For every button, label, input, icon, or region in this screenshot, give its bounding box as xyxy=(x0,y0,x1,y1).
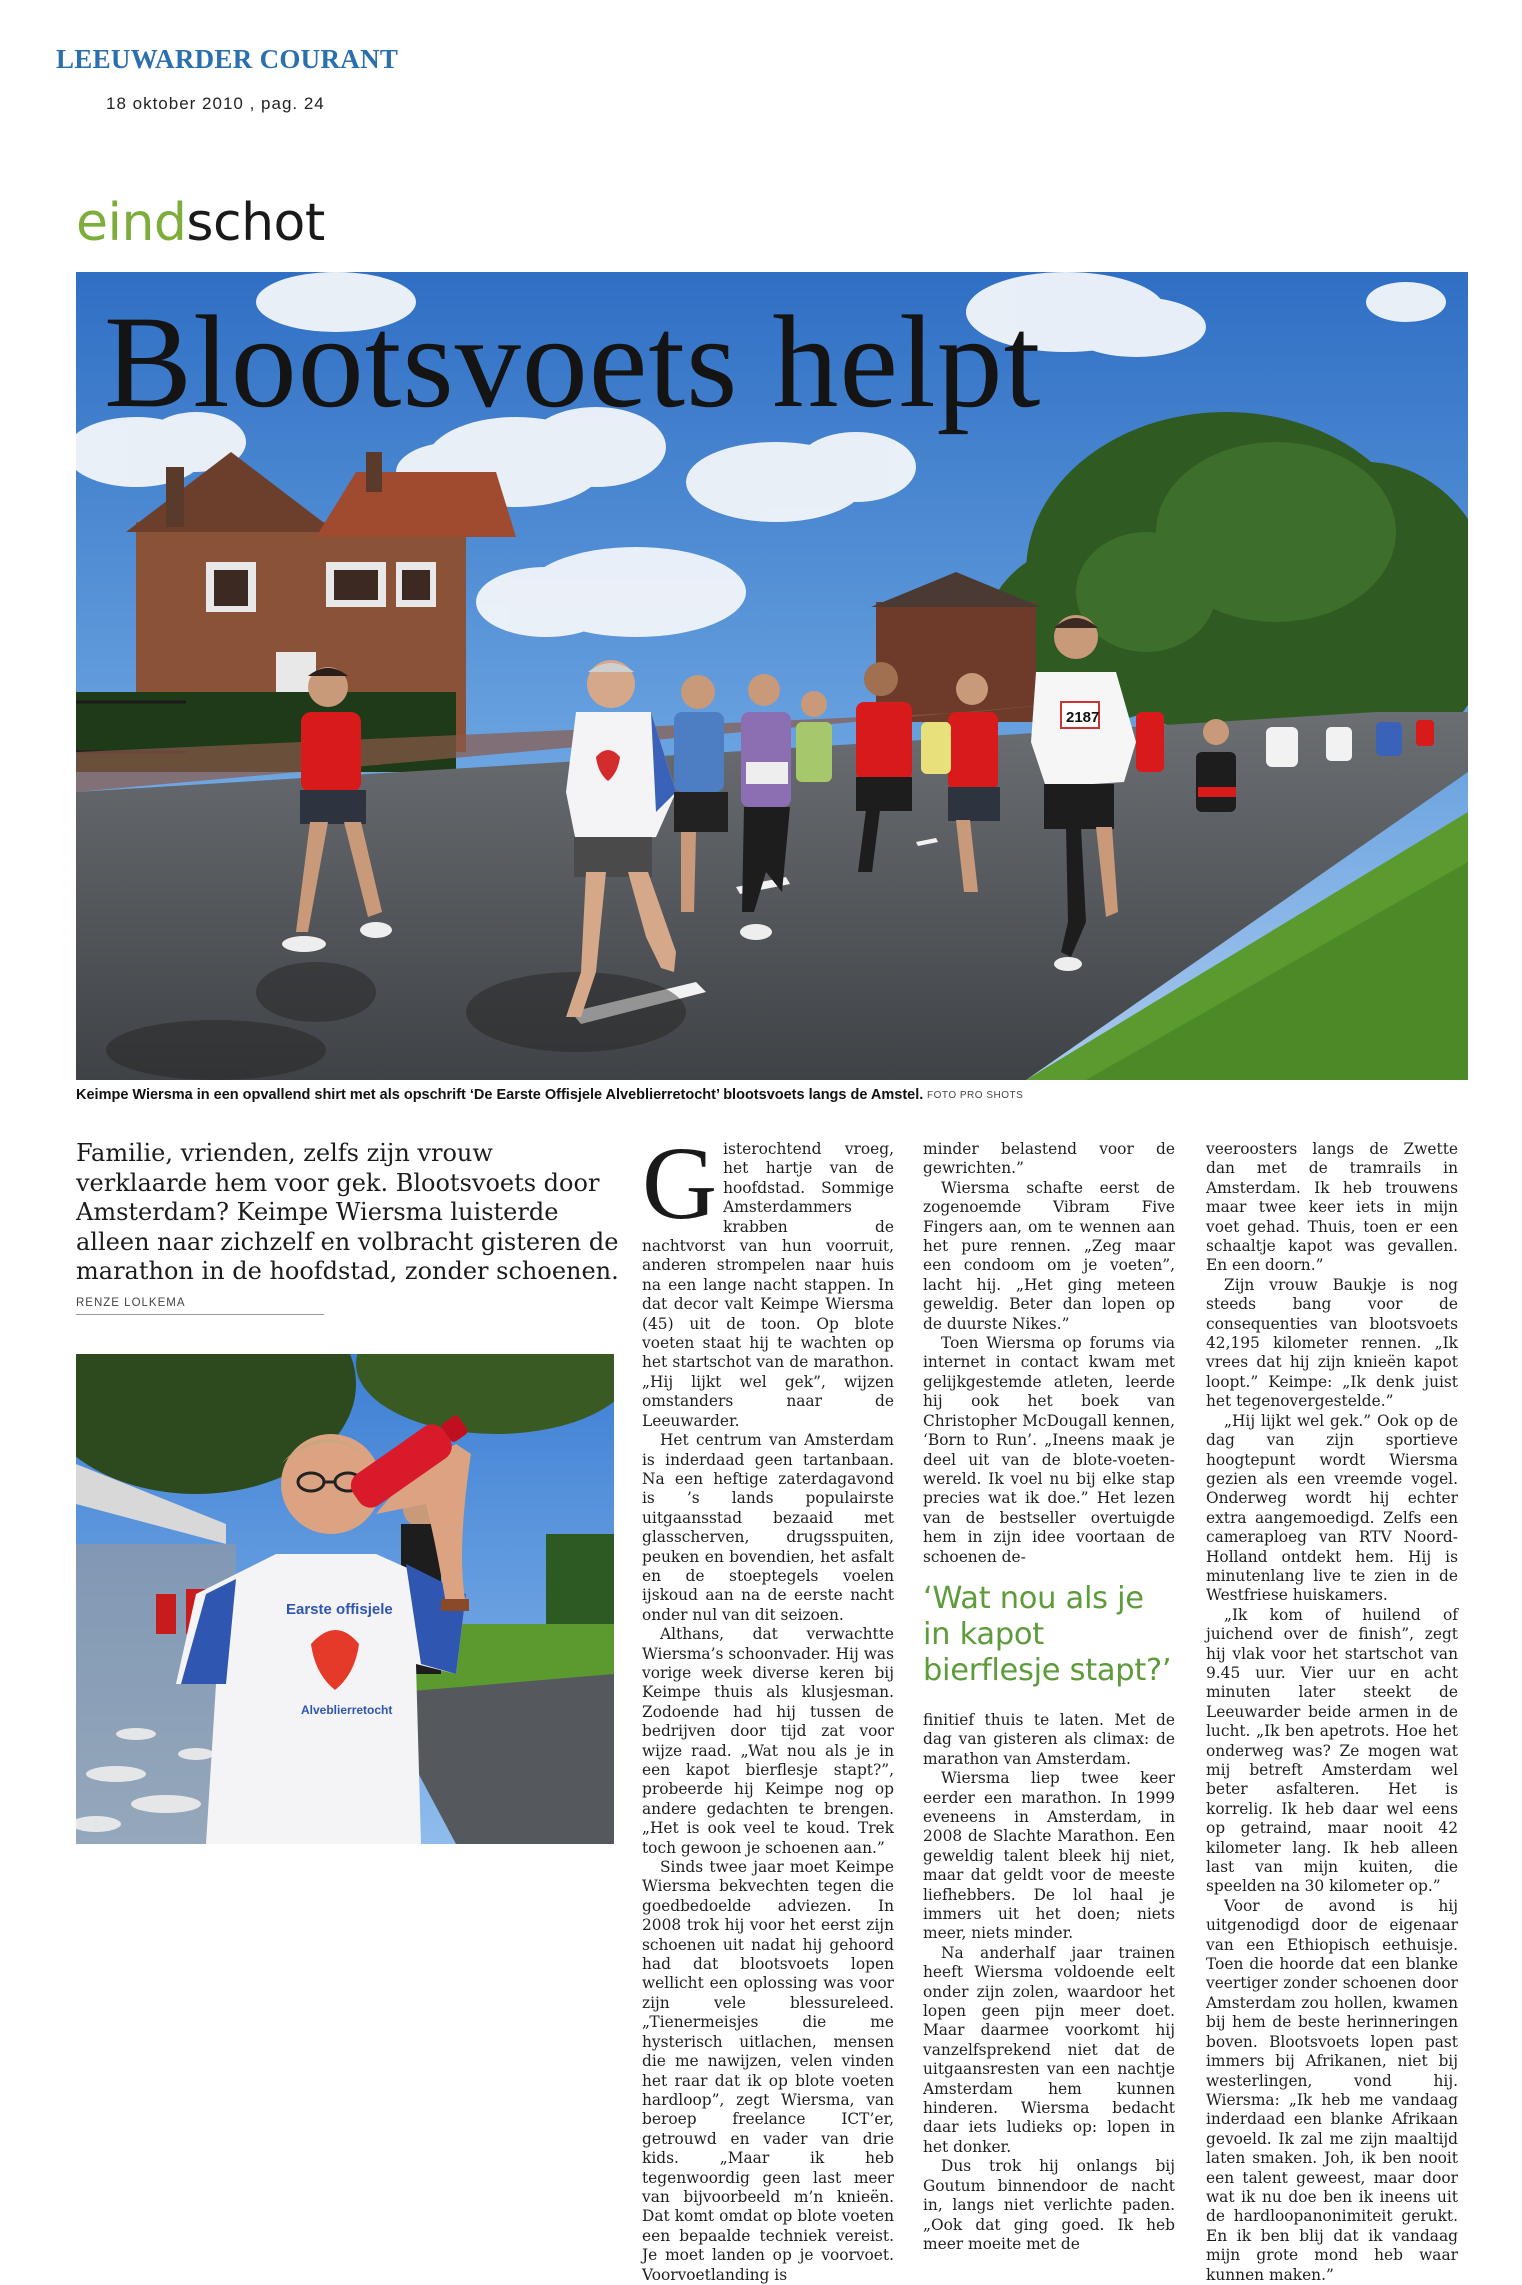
paragraph: Dus trok hij onlangs bij Goutum binnendoor de nacht in, langs niet verlichte paden. „Ook dat ging goed. Ik heb meer moeite met de xyxy=(923,2157,1175,2253)
paragraph: veeroosters langs de Zwette dan met de tramrails in Amsterdam. Ik heb trouwens maar twee keer iets in mijn voet gehad. Thuis, toen er een schaaltje kapot was gevallen. En een doorn.” xyxy=(1206,1140,1458,1275)
pull-quote: ‘Wat nou als je in kapot bierflesje stapt?’ xyxy=(923,1580,1172,1688)
photo-credit: FOTO PRO SHOTS xyxy=(927,1090,1024,1101)
bib-number: 2187 xyxy=(1066,709,1100,726)
paragraph: isterochtend vroeg, het hartje van de hoofdstad. Sommige Amsterdammers krabben de nachtvorst van hun voorruit, anderen strompelen naar huis na een lange nacht stappen. In dat decor valt Keimpe Wiersma (45) uit de toon. Op blote voeten staat hij te wachten op het startschot van de marathon. „Hij lijkt wel gek”, wijzen omstanders naar de Leeuwarder. xyxy=(642,1140,894,1430)
section-title xyxy=(76,193,325,253)
paragraph: Zijn vrouw Baukje is nog steeds bang voor de consequenties van blootsvoets 42,195 kilometer rennen. „Ik vrees dat hij zijn knieën kapot loopt.” Keimpe: „Ik denk juist het tegenovergestelde.” xyxy=(1206,1275,1458,1411)
author-byline: RENZE LOLKEMA xyxy=(76,1297,186,1309)
section-title-part1: eind xyxy=(76,193,187,253)
intro-text: Familie, vrienden, zelfs zijn vrouw verklaarde hem voor gek. Blootsvoets door Amsterdam? Keimpe Wiersma luisterde alleen naar zichzelf en volbracht gisteren de marathon in de hoofdstad, zonder schoenen. xyxy=(76,1139,619,1285)
paragraph: Het centrum van Amsterdam is inderdaad geen tartanbaan. Na een heftige zaterdagavond is ’s lands populairste uitgaansstad bezaaid met glasscherven, drugsspuiten, peuken en bovendien, het asfalt en de stoeptegels voelen ijskoud aan na de eerste nacht onder nul van dit seizoen. xyxy=(642,1431,894,1624)
paragraph: Wiersma liep twee keer eerder een marathon. In 1999 eveneens in Amsterdam, in 2008 de Slachte Marathon. Een geweldig talent bleek hij niet, maar dat geldt voor de meeste liefhebbers. De lol haal je immers uit het doen; niets meer, niets minder. xyxy=(923,1769,1175,1943)
paragraph: finitief thuis te laten. Met de dag van gisteren als climax: de marathon van Amsterdam. xyxy=(923,1710,1175,1768)
paragraph: Voor de avond is hij uitgenodigd door de eigenaar van een Ethiopisch eethuisje. Toen die hoorde dat een blanke veertiger zonder schoenen door Amsterdam zou hollen, kwamen bij hem de beste herinneringen boven. Blootsvoets lopen past immers bij Afrikanen, niet bij westerlingen, vond hij. Wiersma: „Ik heb me vandaag inderdaad een blanke Afrikaan gevoeld. Ik zal me zijn maaltijd laten smaken. Joh, ik ben nooit een talent geweest, maar door wat ik nu doe ben ik ineens uit de hardloopanonimiteit gerukt. En ik ben blij dat ik vandaag mijn grote mond heb waar kunnen maken.” xyxy=(1206,1896,1458,2284)
paragraph: Toen Wiersma op forums via internet in contact kwam met gelijkgestemde atleten, leerde hij ook het boek van Christopher McDougall kennen, ‘Born to Run’. „Ineens maak je deel uit van de blote-voeten-wereld. Ik voel nu bij elke stap precies wat ik doe.” Het lezen van de bestseller overtuigde hem in zijn idee voortaan de schoenen de- xyxy=(923,1334,1175,1566)
article-column-1 xyxy=(642,1126,894,2285)
article-column-2 xyxy=(923,1140,1175,2254)
paragraph: „Ik kom of huilend of juichend over de finish”, zegt hij vlak voor het startschot van 9.45 uur. Vier uur en acht minuten later steekt de Leeuwarder beide armen in de lucht. „Ik ben apetrots. Hoe het onderweg was? Ze mogen wat mij betreft Amsterdam wel beter asfalteren. Het is korrelig. Ik heb daar wel eens op getraind, maar nooit 42 kilometer lang. Ik heb alleen last van mijn kuiten, die speelden na 30 kilometer op.” xyxy=(1206,1605,1458,1896)
paragraph: Althans, dat verwachtte Wiersma’s schoonvader. Hij was vorige week diverse keren bij Keimpe thuis als klusjesman. Zodoende had hij tussen de bedrijven door tijd zat voor wijze raad. „Wat nou als je in een kapot bierflesje stapt?”, probeerde hij Keimpe nog op andere gedachten te brengen. „Het is ook veel te koud. Trek toch gewoon je schoenen aan.” xyxy=(642,1625,894,1857)
byline-rule xyxy=(76,1314,324,1315)
runner-drinking-photo xyxy=(76,1354,614,1844)
paragraph: Sinds twee jaar moet Keimpe Wiersma bekvechten tegen die goedbedoelde adviezen. In 2008 trok hij voor het eerst zijn schoenen uit nadat hij gehoord had dat blootsvoets lopen wellicht een oplossing was voor zijn vele blessureleed. „Tienermeisjes die me hysterisch uitlachen, mensen die me nawijzen, velen vinden het raar dat ik op blote voeten hardloop”, zegt Wiersma, van beroep freelance ICT’er, getrouwd en vader van drie kids. „Maar ik heb tegenwoordig geen last meer van bijvoorbeeld m’n knieën. Dat komt omdat op blote voeten een bepaalde techniek vereist. Je moet landen op je voorvoet. Voorvoetlanding is xyxy=(642,1858,894,2284)
photo-caption: Keimpe Wiersma in een opvallend shirt met als opschrift ‘De Earste Offisjele Alveblierretocht’ blootsvoets langs de Amstel. xyxy=(76,1087,924,1103)
paragraph: Na anderhalf jaar trainen heeft Wiersma voldoende eelt onder zijn zolen, waardoor het lopen geen pijn meer doet. Maar daarmee voorkomt hij vanzelfsprekend niet dat de uitgaansresten van een nachtje Amsterdam hem kunnen hinderen. Wiersma bedacht daar iets ludieks op: lopen in het donker. xyxy=(923,1943,1175,2156)
masthead: LEEUWARDER COURANT xyxy=(56,44,399,74)
shirt-text-line1: Earste offisjele xyxy=(286,1601,393,1618)
shirt-text-line2: Alveblierretocht xyxy=(301,1703,393,1717)
headline: Blootsvoets helpt xyxy=(104,288,1042,435)
paragraph: Wiersma schafte eerst de zogenoemde Vibram Five Fingers aan, om te wennen aan het pure rennen. „Zeg maar een condoom om je voeten”, lacht hij. „Het ging meteen geweldig. Beter dan lopen op de duurste Nikes.” xyxy=(923,1178,1175,1333)
article-column-3 xyxy=(1206,1140,1458,2285)
section-title-part2: schot xyxy=(186,193,325,253)
paragraph: „Hij lijkt wel gek.” Ook op de dag van zijn sportieve hoogtepunt wordt Wiersma gezien als een vreemde vogel. Onderweg wordt hij echter extra aangemoedigd. Zelfs een cameraploeg van RTV Noord-Holland ontdekt hem. Hij is minutenlang live te zien in de Westfriese huiskamers. xyxy=(1206,1411,1458,1605)
dateline: 18 oktober 2010 , pag. 24 xyxy=(106,94,325,113)
dropcap: G xyxy=(642,1126,718,1241)
paragraph: minder belastend voor de gewrichten.” xyxy=(923,1140,1175,1178)
